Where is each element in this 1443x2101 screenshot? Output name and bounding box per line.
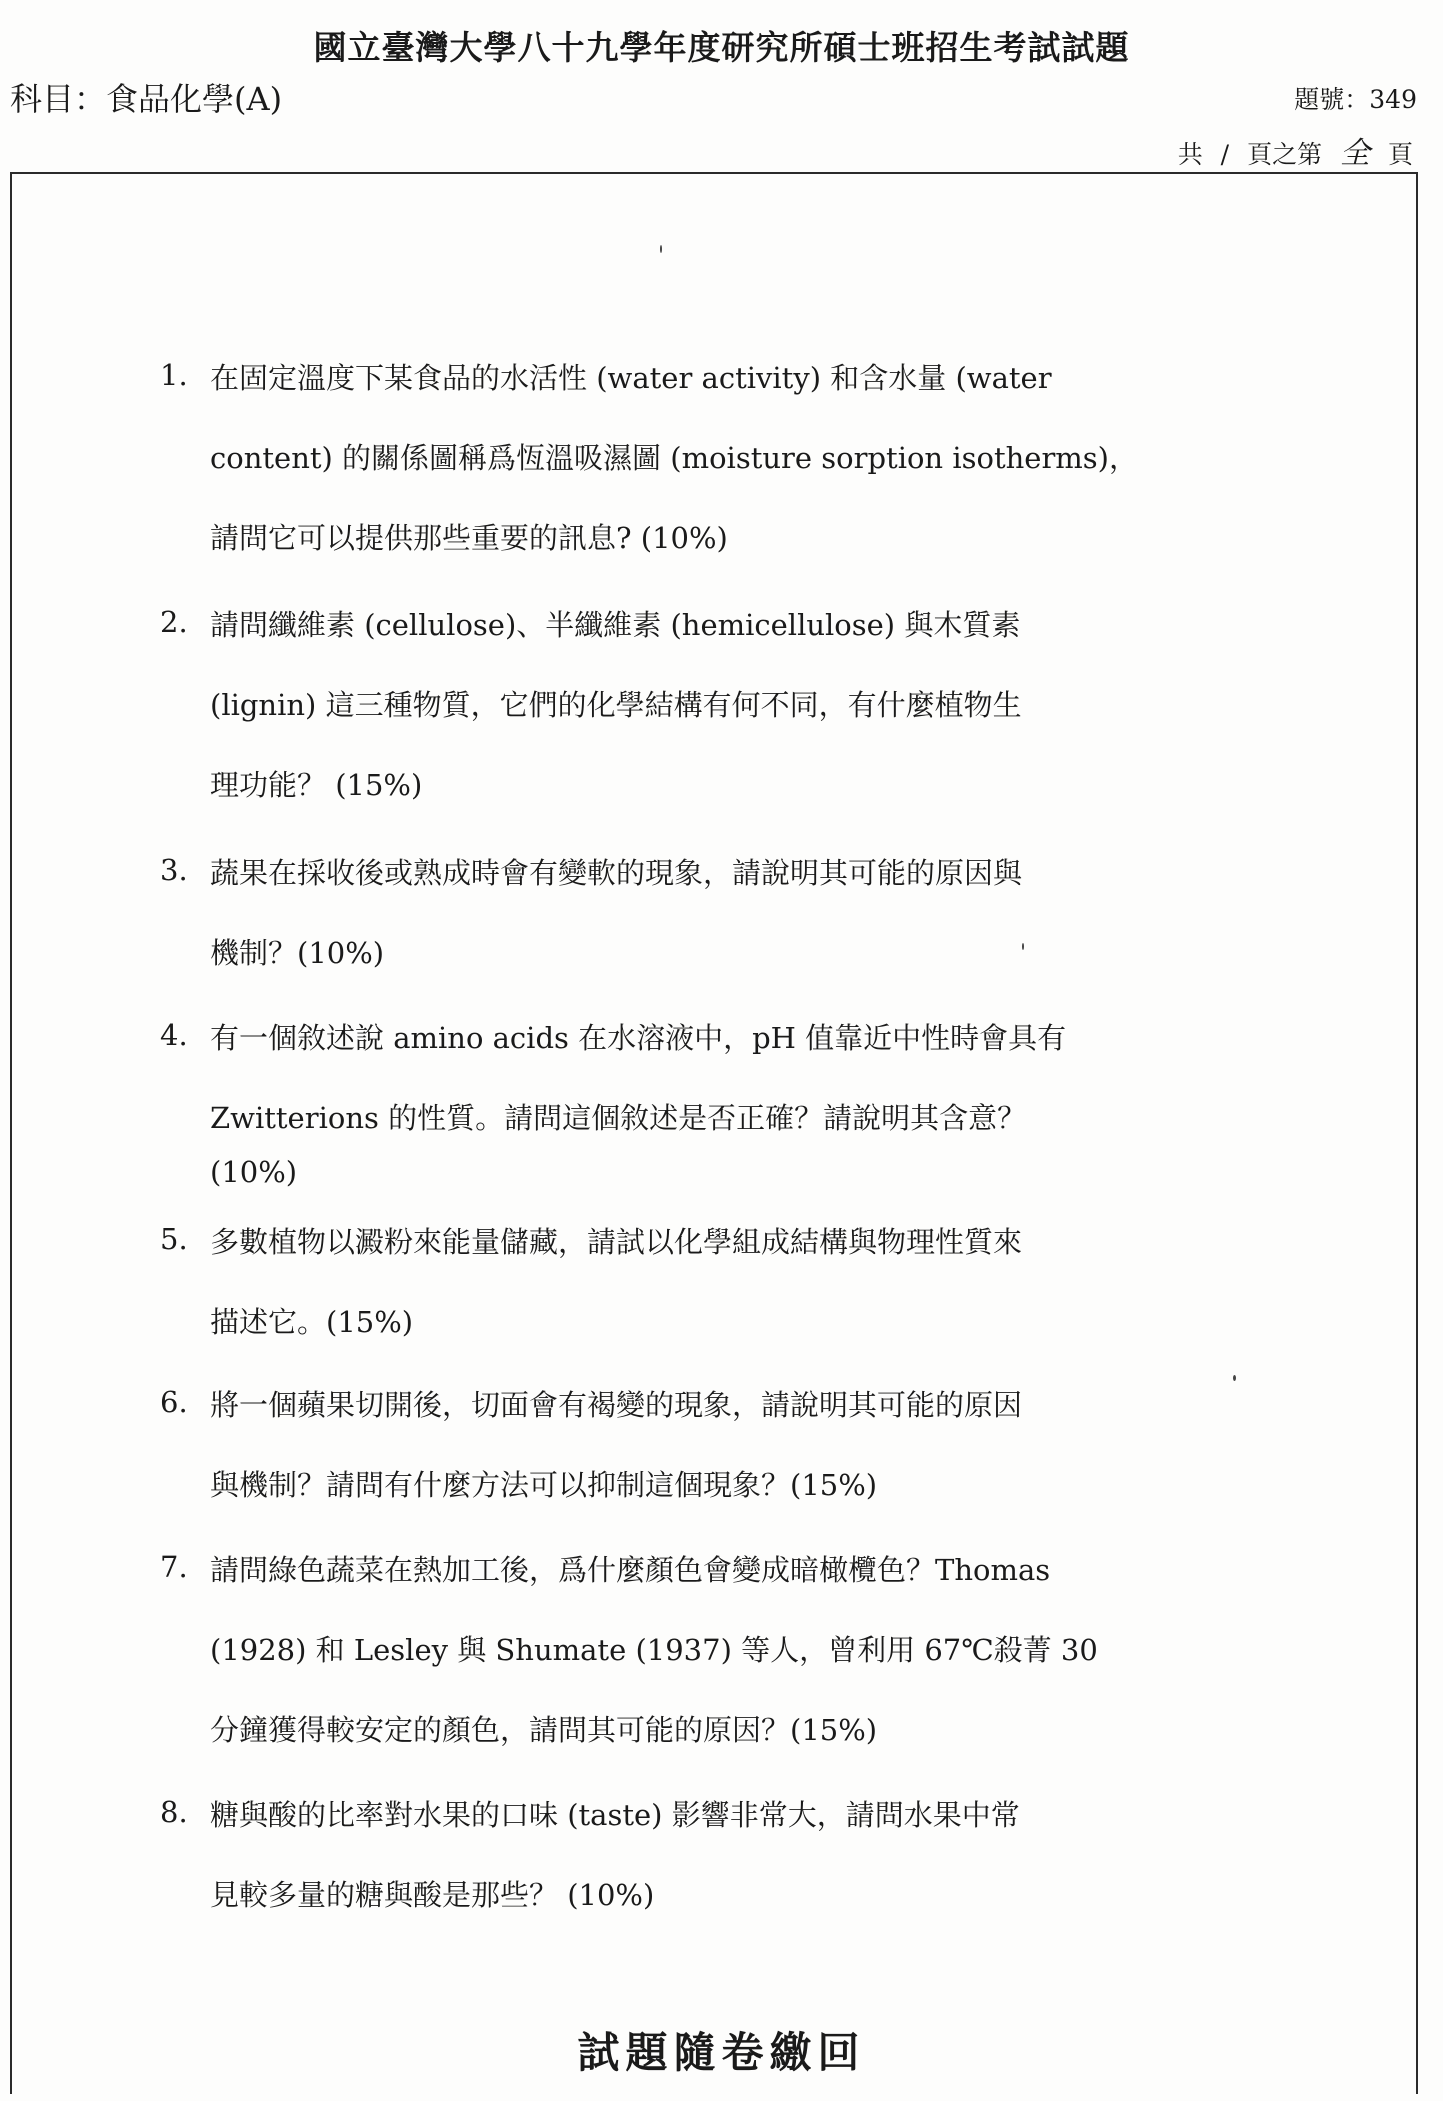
question-line: 與機制？請問有什麼方法可以抑制這個現象？(15%) — [210, 1468, 878, 1502]
question-line: 理功能？ (15%) — [210, 768, 423, 802]
question-number: 7. — [160, 1550, 188, 1584]
question-number: 8. — [160, 1795, 188, 1829]
scan-speck — [660, 245, 662, 253]
question-line: 分鐘獲得較安定的顏色，請問其可能的原因？(15%) — [210, 1713, 878, 1747]
question-5 — [160, 1222, 1170, 1356]
question-number: 3. — [160, 853, 188, 887]
question-7 — [160, 1550, 1170, 1764]
question-line: 請問它可以提供那些重要的訊息? (10%) — [210, 521, 728, 555]
pages-prefix: 共 — [1177, 140, 1203, 169]
return-instruction: 試題隨卷繳回 — [577, 2028, 866, 2077]
question-line: 見較多量的糖與酸是那些？ (10%) — [210, 1878, 655, 1912]
pages-total: / — [1220, 140, 1230, 169]
question-line: 描述它。(15%) — [210, 1305, 414, 1339]
pages-suffix: 頁 — [1387, 140, 1413, 169]
question-number: 4. — [160, 1018, 188, 1052]
question-line: 在固定溫度下某食品的水活性 (water activity) 和含水量 (water — [210, 361, 1052, 395]
scan-speck — [1233, 1375, 1236, 1381]
question-2 — [160, 605, 1170, 819]
scan-speck — [1022, 943, 1024, 950]
question-line: (lignin) 這三種物質，它們的化學結構有何不同，有什麼植物生 — [210, 688, 1022, 722]
question-number: 1. — [160, 358, 188, 392]
subject-label: 科目：食品化學(A) — [10, 80, 283, 118]
question-line: 有一個敘述說 amino acids 在水溶液中，pH 值靠近中性時會具有 — [210, 1021, 1067, 1055]
question-line: 請問纖維素 (cellulose)、半纖維素 (hemicellulose) 與木質素 — [210, 608, 1021, 642]
question-3 — [160, 853, 1170, 987]
question-line: 蔬果在採收後或熟成時會有變軟的現象，請說明其可能的原因與 — [210, 856, 1023, 890]
question-line: (10%) — [210, 1155, 298, 1189]
question-line: (1928) 和 Lesley 與 Shumate (1937) 等人，曾利用 67℃殺菁 30 — [210, 1633, 1098, 1667]
question-line: 糖與酸的比率對水果的口味 (taste) 影響非常大，請問水果中常 — [210, 1798, 1020, 1832]
question-number: 5. — [160, 1222, 188, 1256]
pages-current: 全 — [1340, 136, 1371, 171]
pages-middle: 頁之第 — [1247, 140, 1323, 169]
exam-title: 國立臺灣大學八十九學年度研究所碩士班招生考試試題 — [313, 28, 1130, 67]
question-8 — [160, 1795, 1170, 1929]
page-indicator — [1178, 128, 1413, 172]
question-code: 題號：349 — [1294, 85, 1417, 114]
question-line: 將一個蘋果切開後，切面會有褐變的現象，請說明其可能的原因 — [210, 1388, 1023, 1422]
question-1 — [160, 358, 1170, 572]
question-number: 6. — [160, 1385, 188, 1419]
question-line: Zwitterions 的性質。請問這個敘述是否正確？請說明其含意？ — [210, 1101, 1027, 1135]
question-4 — [160, 1018, 1170, 1206]
question-line: 機制？(10%) — [210, 936, 385, 970]
question-line: 多數植物以澱粉來能量儲藏，請試以化學組成結構與物理性質來 — [210, 1225, 1023, 1259]
question-line: 請問綠色蔬菜在熱加工後，爲什麼顏色會變成暗橄欖色？Thomas — [210, 1553, 1051, 1587]
question-6 — [160, 1385, 1170, 1519]
question-number: 2. — [160, 605, 188, 639]
question-line: content) 的關係圖稱爲恆溫吸濕圖 (moisture sorption isotherms)， — [210, 441, 1139, 475]
